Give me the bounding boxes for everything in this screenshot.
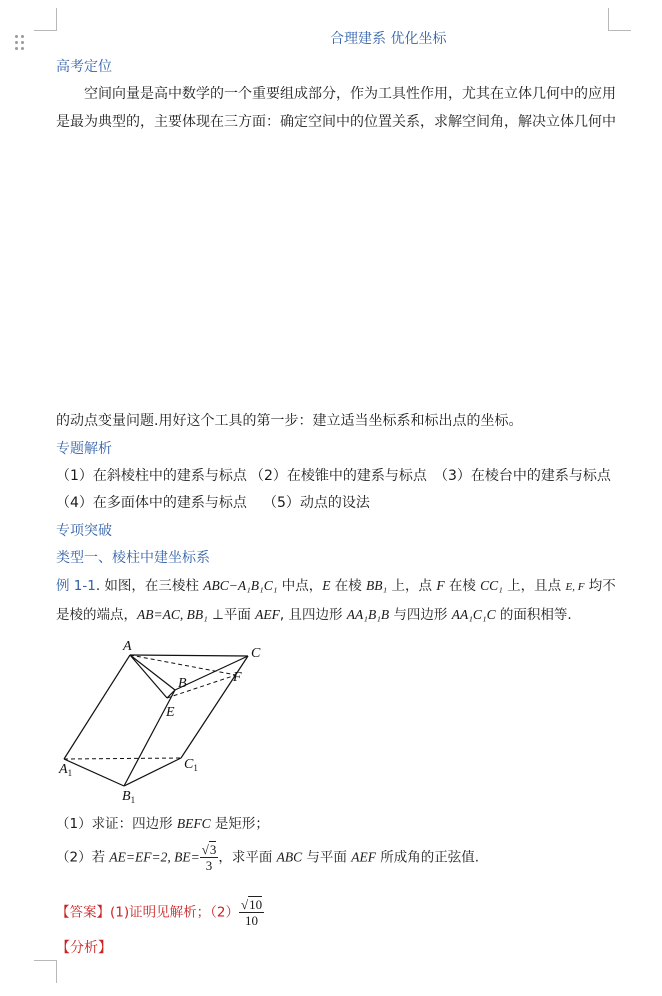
section-heading-type1: 类型一、棱柱中建坐标系 [56, 550, 210, 566]
point-label-B1: $B_1$ [122, 789, 136, 805]
corner-mark-top-left [34, 8, 57, 31]
section-heading-gaokao: 高考定位 [56, 59, 112, 75]
edge-A1-B1 [64, 759, 124, 786]
answer-line [56, 897, 264, 928]
topic-item-3: （3）在棱台中的建系与标点 [434, 468, 611, 484]
intro-line-2: 是最为典型的，主要体现在三方面：确定空间中的位置关系，求解空间角，解决立体几何中 [56, 114, 616, 130]
edge-B1-C1 [124, 758, 181, 786]
section-heading-zhuanti: 专题解析 [56, 441, 112, 457]
edge-A-A1 [64, 655, 130, 759]
prism-name: ABC−A₁B₁C₁ [203, 578, 278, 593]
intro-line-1: 空间向量是高中数学的一个重要组成部分，作为工具性作用，尤其在立体几何中的应用 [84, 86, 616, 102]
fraction-sqrt10-over-10: $\frac{√10}{10}$ [240, 897, 263, 928]
edge-C-C1 [181, 656, 248, 758]
analysis-label: 【分析】 [56, 940, 112, 956]
corner-mark-bottom-left [34, 960, 57, 983]
topic-item-5: （5）动点的设法 [263, 495, 370, 511]
example-line-2: 是棱的端点，AB=AC, BB₁ ⊥平面 AEF, 且四边形 AA₁B₁B 与四边形 AA₁C₁C 的面积相等. [56, 607, 572, 623]
question-1: （1）求证：四边形 BEFC 是矩形； [56, 816, 269, 832]
answer-text: (1)证明见解析；（2） [110, 904, 239, 921]
edge-A-C [130, 655, 248, 656]
edge-A-F-hidden [130, 655, 236, 675]
section-heading-tupo: 专项突破 [56, 523, 112, 539]
point-label-F: F [233, 670, 242, 685]
edge-A-E [130, 655, 167, 698]
edge-B-E [167, 690, 175, 698]
point-label-A1: $A_1$ [59, 762, 73, 778]
point-label-A: A [123, 639, 132, 654]
topic-item-4: （4）在多面体中的建系与标点 [56, 495, 247, 511]
question-2: （2）若 AE=EF=2, BE= $\frac{√3}{3}$ ，求平面 ABC 与平面 AEF 所成角的正弦值. [56, 842, 480, 873]
point-label-C: C [251, 646, 261, 661]
answer-label: 【答案】 [56, 904, 110, 921]
fraction-sqrt3-over-3: $\frac{√3}{3}$ [201, 842, 217, 873]
point-label-C1: $C_1$ [184, 757, 198, 773]
page-title: 合理建系 优化坐标 [330, 31, 447, 47]
point-label-B: B [178, 676, 187, 691]
edge-E-F-hidden [167, 675, 236, 698]
point-label-E: E [166, 705, 175, 720]
topic-item-1: （1）在斜棱柱中的建系与标点 [56, 468, 247, 484]
intro-line-3: 的动点变量问题.用好这个工具的第一步：建立适当坐标系和标出点的坐标。 [56, 413, 523, 429]
topic-item-2: （2）在棱锥中的建系与标点 [250, 468, 427, 484]
example-line-1: 例 1-1. 如图，在三棱柱 ABC−A₁B₁C₁ 中点，E 在棱 BB₁ 上，点 F 在棱 CC₁ 上，且点 E, F 均不 [56, 578, 616, 594]
drag-handle-icon[interactable] [15, 35, 27, 51]
edge-B-B1 [124, 690, 175, 786]
edge-A-B [130, 655, 175, 690]
edge-B-C [175, 656, 248, 690]
example-label: 例 1-1 [56, 578, 96, 594]
edge-A1-C1-hidden [64, 758, 181, 759]
corner-mark-top-right [608, 8, 631, 31]
